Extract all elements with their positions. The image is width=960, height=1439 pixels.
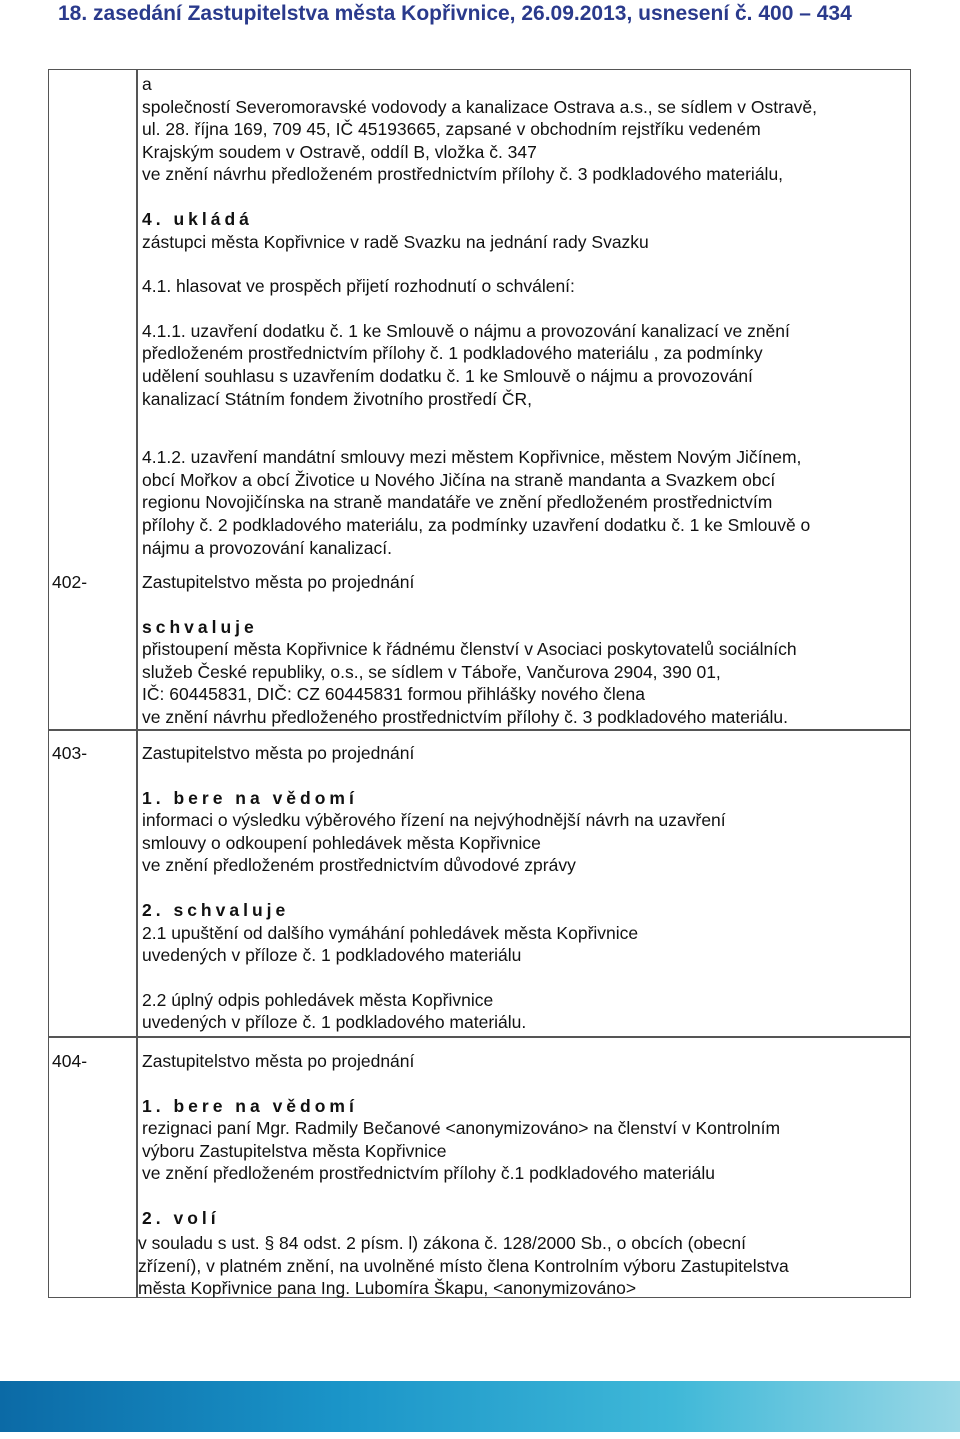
text-line: Krajským soudem v Ostravě, oddíl B, vložka č. 347: [142, 141, 537, 162]
section-heading: 4. ukládá: [142, 208, 253, 229]
resolution-404-text: [142, 1050, 907, 1230]
text-line: v souladu s ust. § 84 odst. 2 písm. l) zákona č. 128/2000 Sb., o obcích (obecní: [138, 1233, 746, 1253]
text-line: přistoupení města Kopřivnice k řádnému členství v Asociaci poskytovatelů sociálních: [142, 639, 797, 660]
section-heading: 1. bere na vědomí: [142, 1095, 358, 1116]
text-line: informaci o výsledku výběrového řízení na nejvýhodnější návrh na uzavření: [142, 810, 726, 831]
text-line: 4.1.1. uzavření dodatku č. 1 ke Smlouvě o nájmu a provozování kanalizací ve znění: [142, 320, 790, 341]
column-divider: [136, 69, 138, 1298]
text-line: 4.1.2. uzavření mandátní smlouvy mezi městem Kopřivnice, městem Novým Jičínem,: [142, 447, 802, 468]
resolution-number: 402-: [52, 572, 88, 592]
text-line: přílohy č. 2 podkladového materiálu, za podmínky uzavření dodatku č. 1 ke Smlouvě o: [142, 514, 811, 535]
text-line: kanalizací Státním fondem životního prostředí ČR,: [142, 388, 533, 409]
page-title: 18. zasedání Zastupitelstva města Kopřivnice, 26.09.2013, usnesení č. 400 – 434: [58, 2, 852, 25]
text-line: Zastupitelstvo města po projednání: [142, 1051, 415, 1071]
text-line: regionu Novojičínska na straně mandatáře ve znění předloženém prostřednictvím: [142, 492, 773, 513]
text-line: zřízení), v platném znění, na uvolněné místo člena Kontrolním výboru Zastupitelstva: [138, 1255, 789, 1276]
text-line: a: [142, 74, 152, 94]
text-line: ve znění předloženém prostřednictvím důvodové zprávy: [142, 855, 576, 876]
text-line: města Kopřivnice pana Ing. Lubomíra Škapu, <anonymizováno>: [138, 1278, 637, 1299]
text-line: Zastupitelstvo města po projednání: [142, 572, 415, 592]
text-line: ve znění návrhu předloženém prostřednictvím přílohy č. 3 podkladového materiálu,: [142, 164, 784, 185]
text-line: společností Severomoravské vodovody a kanalizace Ostrava a.s., se sídlem v Ostravě,: [142, 96, 818, 117]
text-line: nájmu a provozování kanalizací.: [142, 537, 392, 558]
text-line: 2.2 úplný odpis pohledávek města Kopřivnice: [142, 989, 494, 1010]
resolution-number: 404-: [52, 1051, 88, 1071]
text-line: ve znění návrhu předloženého prostřednictvím přílohy č. 3 podkladového materiálu.: [142, 706, 788, 727]
text-line: IČ: 60445831, DIČ: CZ 60445831 formou přihlášky nového člena: [142, 684, 645, 705]
text-line: výboru Zastupitelstva města Kopřivnice: [142, 1140, 447, 1161]
text-line: uvedených v příloze č. 1 podkladového materiálu: [142, 945, 522, 966]
section-heading: 1. bere na vědomí: [142, 787, 358, 808]
section-heading: schvaluje: [142, 616, 258, 637]
section-heading: 2. volí: [142, 1207, 220, 1228]
row-divider: [48, 1036, 911, 1038]
text-line: Zastupitelstvo města po projednání: [142, 743, 415, 763]
text-line: služeb České republiky, o.s., se sídlem v Táboře, Vančurova 2904, 390 01,: [142, 661, 721, 682]
section-heading: 2. schvaluje: [142, 899, 290, 920]
resolution-403-text: [142, 742, 907, 1034]
text-line: udělení souhlasu s uzavřením dodatku č. 1 ke Smlouvě o nájmu a provozování: [142, 365, 753, 386]
resolution-402-text: [142, 571, 907, 729]
row-divider: [48, 729, 911, 731]
resolution-404-election-text: [138, 1232, 908, 1300]
text-line: 2.1 upuštění od dalšího vymáhání pohledávek města Kopřivnice: [142, 922, 639, 943]
text-line: rezignaci paní Mgr. Radmily Bečanové <anonymizováno> na členství v Kontrolním: [142, 1118, 781, 1139]
text-line: ul. 28. října 169, 709 45, IČ 45193665, zapsané v obchodním rejstříku vedeném: [142, 119, 761, 140]
footer-bar: [0, 1381, 960, 1432]
resolution-number: 403-: [52, 743, 88, 763]
text-line: zástupci města Kopřivnice v radě Svazku na jednání rady Svazku: [142, 231, 649, 252]
text-line: smlouvy o odkoupení pohledávek města Kopřivnice: [142, 832, 541, 853]
text-line: předloženém prostřednictvím přílohy č. 1 podkladového materiálu , za podmínky: [142, 343, 763, 364]
text-line: obcí Mořkov a obcí Životice u Nového Jičína na straně mandanta a Svazkem obcí: [142, 469, 776, 490]
resolution-401-text: [142, 73, 907, 559]
text-line: 4.1. hlasovat ve prospěch přijetí rozhodnutí o schválení:: [142, 276, 575, 297]
text-line: uvedených v příloze č. 1 podkladového materiálu.: [142, 1012, 527, 1033]
text-line: ve znění předloženém prostřednictvím přílohy č.1 podkladového materiálu: [142, 1163, 715, 1184]
